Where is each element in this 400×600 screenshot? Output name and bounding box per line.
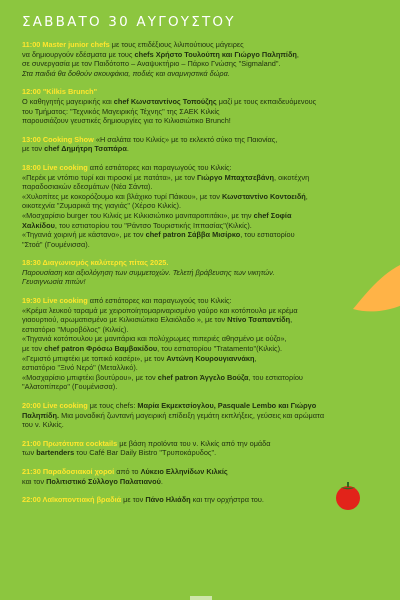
event-text: , οικοτέχνη bbox=[274, 172, 310, 182]
event-text: να δημιουργούν εδέσματα με τους bbox=[22, 49, 135, 59]
event-2130 bbox=[22, 467, 386, 486]
event-text: , bbox=[296, 49, 299, 59]
event-line bbox=[22, 192, 386, 202]
event-1930 bbox=[22, 296, 386, 392]
event-line bbox=[22, 334, 386, 344]
event-line bbox=[22, 306, 386, 316]
event-text: Μια μοναδική ζωντανή μαγειρική επίδειξη γεμάτη εκπλήξεις, γεύσεις και αρώματα bbox=[59, 410, 325, 420]
event-1200 bbox=[22, 87, 386, 125]
event-line bbox=[22, 144, 386, 154]
event-line bbox=[22, 344, 386, 354]
orange-leaf-icon bbox=[345, 257, 400, 317]
event-2200 bbox=[22, 495, 386, 505]
event-line bbox=[22, 59, 386, 69]
event-text: Ο καθηγητής μαγειρικής και bbox=[22, 96, 114, 106]
event-text: , bbox=[290, 315, 293, 325]
event-text: εστιατόριο "Μυροβόλος" (Κιλκίς). bbox=[22, 324, 129, 334]
event-text: Γευσιγνωσία πιτών! bbox=[22, 277, 86, 287]
event-line bbox=[22, 87, 386, 97]
event-text: «Κρέμα λευκού ταραμά με χειροποίητομαριναρισμένο γαύρο και κοτόπουλο με κρέμα bbox=[22, 305, 298, 315]
event-text: «Τηγανιά κοτόπουλου με μανιτάρια και πολύχρωμες πιπεριές αθησμένο με ούζο», bbox=[22, 334, 287, 344]
event-line bbox=[22, 315, 386, 325]
event-line bbox=[22, 221, 386, 231]
event-text: σε συνεργασία με τον Παιδότοπο – Αναψυκτήριο – Πάρκο Γνώσης "Sigmaland". bbox=[22, 59, 281, 69]
event-name: chef patron Φρόσω Βαμβακίδου bbox=[44, 344, 158, 354]
event-line bbox=[22, 40, 386, 50]
event-name: Γιώργο Μπαχτσεβάνη bbox=[197, 172, 275, 182]
event-line bbox=[22, 69, 386, 79]
event-line bbox=[22, 240, 386, 250]
event-name: chef Δημήτρη Τσαπάρα bbox=[44, 144, 127, 154]
event-text: με τους chefs: bbox=[87, 401, 138, 410]
event-line bbox=[22, 420, 386, 430]
event-text: από εστιάτορες και παραγωγούς του Κιλκίς: bbox=[87, 296, 232, 306]
event-line bbox=[22, 182, 386, 192]
event-text: από το bbox=[114, 466, 141, 476]
event-line bbox=[22, 135, 386, 145]
event-line bbox=[22, 107, 386, 117]
event-text: , του εστιατορίου του "Ράντσο Τουριστικής Ιππασίας"(Κιλκίς). bbox=[54, 220, 252, 230]
event-name: chef patron Άγγελο Βούζα bbox=[157, 372, 249, 382]
event-2100 bbox=[22, 439, 386, 458]
event-text: παρουσιάζουν γευστικές δημιουργίες για το Κιλκισιώτικο Brunch! bbox=[22, 116, 231, 126]
event-name: Αντώνη Κουρουγιαννάκη bbox=[166, 353, 255, 363]
event-heading: 12:00 "Kilkis Brunch" bbox=[22, 87, 98, 97]
event-text: γιαουρτιού, αρωματισμένο με Κιλκισιώτικο Ελαιόλαδο », με τον bbox=[22, 315, 228, 325]
event-line bbox=[22, 411, 386, 421]
event-text: , bbox=[305, 191, 308, 201]
event-text: του ν. Κιλκίς. bbox=[22, 420, 64, 430]
event-line bbox=[22, 373, 386, 383]
event-line bbox=[22, 268, 386, 278]
event-text: «Χυλοπίτες με κοκορόζουμο και βλάχικο τυρί Πάικου», με τον bbox=[22, 191, 222, 201]
event-text: Στα παιδιά θα δοθούν σκουφάκια, ποδιές και αναμνηστικά δώρα. bbox=[22, 68, 230, 78]
event-line bbox=[22, 401, 386, 411]
event-line bbox=[22, 230, 386, 240]
event-line bbox=[22, 277, 386, 287]
event-text: και τον bbox=[22, 476, 47, 486]
event-name: Ντίνο Τσαπαντίδη bbox=[227, 315, 291, 325]
event-line bbox=[22, 448, 386, 458]
event-text: . bbox=[126, 144, 129, 154]
event-name: Χαλκίδου bbox=[22, 220, 55, 230]
event-name: Μαρία Εκμεκτσίογλου, Pasquale Lembo και Γιώργο bbox=[137, 401, 317, 410]
event-line bbox=[22, 116, 386, 126]
event-text: . bbox=[160, 476, 163, 486]
event-text: των bbox=[22, 448, 37, 458]
page-title: ΣΑΒΒΑΤΟ 30 ΑΥΓΟΥΣΤΟΥ bbox=[22, 14, 236, 30]
event-line bbox=[22, 173, 386, 183]
event-line bbox=[22, 467, 386, 477]
event-line bbox=[22, 163, 386, 173]
event-heading: 19:30 Live cooking bbox=[22, 296, 88, 306]
event-text: , του εστιατορίου bbox=[248, 372, 303, 382]
event-name: Κωνσταντίνο Κοντοειδή bbox=[222, 191, 306, 201]
event-name: chef Σοφία bbox=[253, 210, 292, 220]
event-text: με τον bbox=[22, 344, 45, 354]
event-1800 bbox=[22, 163, 386, 249]
event-heading: 21:00 Πρωτότυπα cocktails bbox=[22, 438, 118, 448]
event-1830 bbox=[22, 258, 386, 287]
event-text: του Café Bar Daily Bistro "Τρυποκάρυδος". bbox=[74, 448, 217, 458]
event-line bbox=[22, 50, 386, 60]
event-text: με τον bbox=[22, 144, 45, 154]
event-text: , του εστιατορίου "Tratamento"(Κιλκίς). bbox=[157, 344, 283, 354]
event-heading: 21:30 Παραδοσιακοί χοροί bbox=[22, 466, 115, 476]
events-list bbox=[22, 40, 386, 514]
event-text: από εστιάτορες και παραγωγούς του Κιλκίς: bbox=[87, 162, 232, 172]
event-heading: 13:00 Cooking Show bbox=[22, 134, 94, 144]
event-text: του Τμήματος: "Τεχνικός Μαγειρικής Τέχνης" της ΣΑΕΚ Κιλκίς bbox=[22, 106, 220, 116]
event-text: με τους επιδέξιους λιλιπούτιους μάγειρες bbox=[109, 40, 244, 49]
event-line bbox=[22, 296, 386, 306]
event-name: chefs Χρήστο Τουλούπη και Γιώργο Παληπίδη bbox=[134, 49, 297, 59]
event-text: μαζί με τους εκπαιδευόμενους bbox=[216, 96, 317, 106]
event-text: , του εστιατορίου bbox=[240, 230, 295, 240]
event-1300 bbox=[22, 135, 386, 154]
event-name: Παληπίδη. bbox=[22, 410, 60, 420]
event-name: Λύκειο Ελληνίδων Κιλκίς bbox=[140, 466, 228, 476]
event-text: παραδοσιακών εδεσμάτων (Νέα Σάντα). bbox=[22, 182, 153, 192]
event-name: bartenders bbox=[36, 448, 75, 458]
event-text: εστιατόριο "Ξινό Νερό" (Μεταλλικό). bbox=[22, 363, 138, 373]
bottom-text-fragment bbox=[190, 593, 212, 600]
tomato-icon bbox=[333, 478, 363, 512]
event-text: «Τηγανιά χοιρινή με κάστανο», με τον bbox=[22, 230, 146, 240]
event-line bbox=[22, 354, 386, 364]
event-line bbox=[22, 258, 386, 268]
event-text: "Αλατοπίπερο" (Γουμένισσα). bbox=[22, 382, 118, 392]
event-name: chef Κωνσταντίνος Τοπούζης bbox=[113, 96, 217, 106]
event-heading: 18:00 Live cooking bbox=[22, 162, 88, 172]
event-line bbox=[22, 363, 386, 373]
event-name: chef patron Σάββα Μισίρκο bbox=[145, 230, 241, 240]
event-1100 bbox=[22, 40, 386, 78]
event-text: οικοτεχνία "Ζυμαρικά της γιαγιάς" (Χέρσο Κιλκίς). bbox=[22, 201, 181, 211]
event-text: «Περέκ με ντόπιο τυρί και πιροσκί με πατάτα», με τον bbox=[22, 172, 197, 182]
event-text: "Στοά" (Γουμένισσα). bbox=[22, 239, 90, 249]
event-text: «Μοσχαρίσιο μπιφτέκι βουτύρου», με τον bbox=[22, 372, 158, 382]
event-text: , bbox=[254, 353, 257, 363]
event-line bbox=[22, 439, 386, 449]
event-text: Παρουσίαση και αξιολόγηση των συμμετοχών. Τελετή βράβευσης των νικητών. bbox=[22, 267, 275, 277]
event-text: «Γεμιστό μπιφτέκι με τοπικό κασέρι», με τον bbox=[22, 353, 167, 363]
event-name: Πάνο Ηλιάδη bbox=[145, 495, 191, 505]
event-text: «Η σαλάτα του Κιλκίς» με το εκλεκτό σύκο της Παιονίας, bbox=[93, 134, 278, 144]
event-text: με βάση προϊόντα του ν. Κιλκίς από την ομάδα bbox=[117, 438, 271, 448]
event-heading: 18:30 Διαγωνισμός καλύτερης πίτας 2025. bbox=[22, 258, 169, 268]
event-line bbox=[22, 325, 386, 335]
event-name: Πολιτιστικό Σύλλογο Παλατιανού bbox=[46, 476, 161, 486]
event-2000 bbox=[22, 401, 386, 430]
event-heading: 20:00 Live cooking bbox=[22, 401, 88, 410]
event-line bbox=[22, 211, 386, 221]
event-heading: 11:00 Master junior chefs bbox=[22, 40, 110, 49]
event-text: με τον bbox=[121, 495, 146, 505]
event-text: και την ορχήστρα του. bbox=[190, 495, 264, 505]
event-line bbox=[22, 477, 386, 487]
event-line bbox=[22, 382, 386, 392]
event-heading: 22:00 Λαϊκοποντιακή βραδιά bbox=[22, 495, 122, 505]
event-line bbox=[22, 495, 386, 505]
event-text: «Μοσχαρίσιο burger του Κιλκίς με Κιλκισιώτικο μανιταροπιτάκι», με την bbox=[22, 210, 254, 220]
event-line bbox=[22, 201, 386, 211]
event-line bbox=[22, 97, 386, 107]
